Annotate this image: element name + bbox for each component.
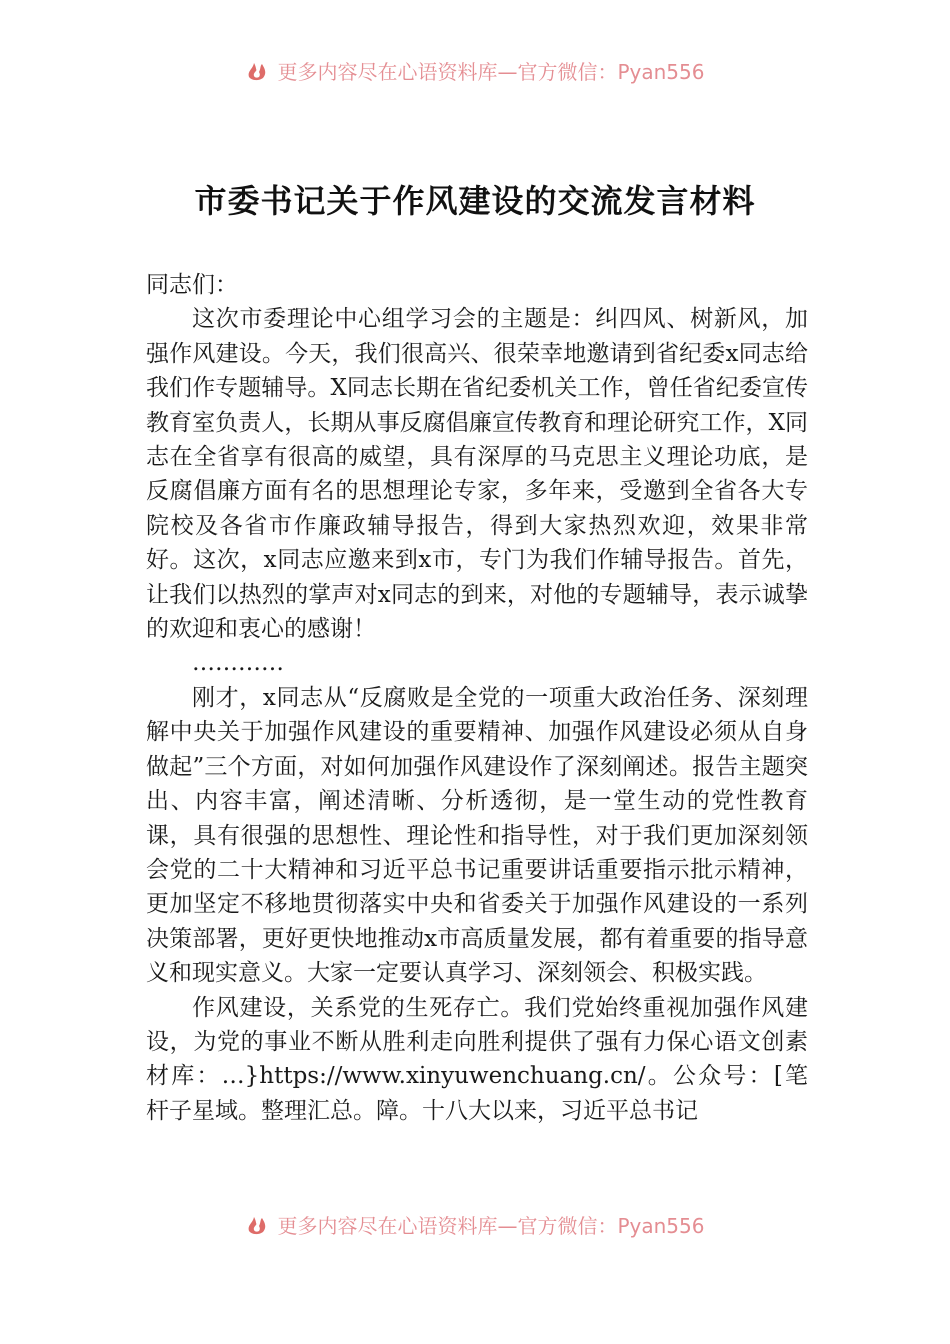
- paragraph: 这次市委理论中心组学习会的主题是：纠四风、树新风，加强作风建设。今天，我们很高兴、很荣幸地邀请到省纪委x同志给我们作专题辅导。X同志长期在省纪委机关工作，曾任省纪委宣传教育室负责人，长期从事反腐倡廉宣传教育和理论研究工作，X同志在全省享有很高的威望，具有深厚的马克思主义理论功底，是反腐倡廉方面有名的思想理论专家，多年来，受邀到全省各大专院校及各省市作廉政辅导报告，得到大家热烈欢迎，效果非常好。这次，x同志应邀来到x市，专门为我们作辅导报告。首先，让我们以热烈的掌声对x同志的到来，对他的专题辅导，表示诚挚的欢迎和衷心的感谢！: [146, 306, 808, 643]
- flame-logo-icon: [245, 59, 271, 81]
- watermark-banner-top: [0, 53, 950, 87]
- document-title: 市委书记关于作风建设的交流发言材料: [194, 182, 756, 220]
- watermark-banner-bottom: [0, 1207, 950, 1241]
- watermark-text: 更多内容尽在心语资料库—官方微信：Pyan556: [277, 1213, 705, 1238]
- ellipsis-paragraph: …………: [192, 650, 284, 677]
- paragraph: 作风建设，关系党的生死存亡。我们党始终重视加强作风建设，为党的事业不断从胜利走向胜利提供了强有力保心语文创素材库：…}https://www.xinyuwenchuang.cn/。公众号：[笔杆子星域。整理汇总。障。十八大以来，习近平总书记: [146, 994, 808, 1124]
- watermark-text: 更多内容尽在心语资料库—官方微信：Pyan556: [277, 59, 705, 84]
- paragraph: 刚才，x同志从“反腐败是全党的一项重大政治任务、深刻理解中央关于加强作风建设的重要精神、加强作风建设必须从自身做起”三个方面，对如何加强作风建设作了深刻阐述。报告主题突出、内容丰富，阐述清晰、分析透彻，是一堂生动的党性教育课，具有很强的思想性、理论性和指导性，对于我们更加深刻领会党的二十大精神和习近平总书记重要讲话重要指示批示精神，更加坚定不移地贯彻落实中央和省委关于加强作风建设的一系列决策部署，更好更快地推动x市高质量发展，都有着重要的指导意义和现实意义。大家一定要认真学习、深刻领会、积极实践。: [146, 684, 808, 987]
- document-body: [146, 268, 808, 1128]
- flame-logo-icon: [245, 1213, 271, 1235]
- salutation: 同志们：: [146, 272, 238, 298]
